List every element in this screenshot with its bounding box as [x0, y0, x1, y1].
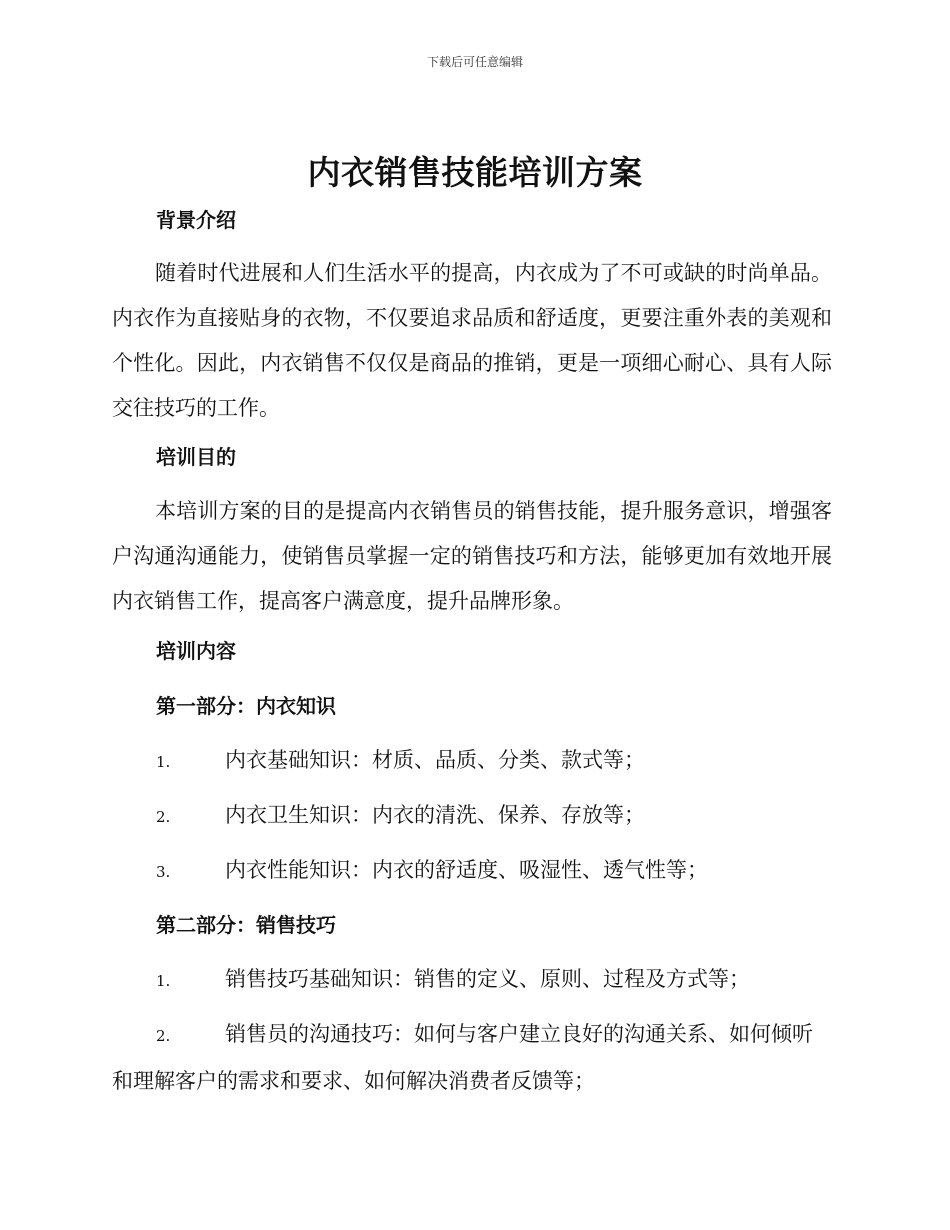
- list-number: 1.: [156, 972, 171, 990]
- list-number: 1.: [156, 753, 171, 771]
- list-text: 内衣卫生知识：内衣的清洗、保养、存放等；: [225, 803, 645, 827]
- section-heading-purpose: 培训目的: [156, 445, 236, 469]
- paragraph-purpose: 本培训方案的目的是提高内衣销售员的销售技能，提升服务意识，增强客户沟通沟通能力，使销售员掌握一定的销售技巧和方法，能够更加有效地开展内衣销售工作，提高客户满意度，提升品牌形象。: [112, 499, 832, 613]
- part-heading-underwear-knowledge: 第一部分：内衣知识: [156, 694, 336, 718]
- list-item: [112, 848, 832, 895]
- list-text: 内衣基础知识：材质、品质、分类、款式等；: [225, 748, 645, 772]
- page-header: 下载后可任意编辑: [426, 55, 523, 69]
- section-heading-background: 背景介绍: [156, 208, 236, 232]
- list-item: [112, 1012, 832, 1104]
- part-heading-sales-skills: 第二部分：销售技巧: [156, 913, 336, 937]
- list-text: 销售技巧基础知识：销售的定义、原则、过程及方式等；: [225, 967, 750, 991]
- list-text: 销售员的沟通技巧：如何与客户建立良好的沟通关系、如何倾听和理解客户的需求和要求、如何解决消费者反馈等；: [112, 1022, 813, 1093]
- list-text: 内衣性能知识：内衣的舒适度、吸湿性、透气性等；: [225, 858, 708, 882]
- paragraph-background: 随着时代进展和人们生活水平的提高，内衣成为了不可或缺的时尚单品。内衣作为直接贴身的衣物，不仅要追求品质和舒适度，更要注重外表的美观和个性化。因此，内衣销售不仅仅是商品的推销，更是一项细心耐心、具有人际交往技巧的工作。: [112, 261, 832, 420]
- list-item: [112, 957, 832, 1004]
- list-number: 3.: [156, 863, 171, 881]
- list-item: [112, 738, 832, 785]
- section-heading-content: 培训内容: [156, 639, 236, 663]
- list-number: 2.: [156, 808, 171, 826]
- list-number: 2.: [156, 1027, 171, 1045]
- list-item: [112, 793, 832, 840]
- document-title: 内衣销售技能培训方案: [307, 153, 643, 192]
